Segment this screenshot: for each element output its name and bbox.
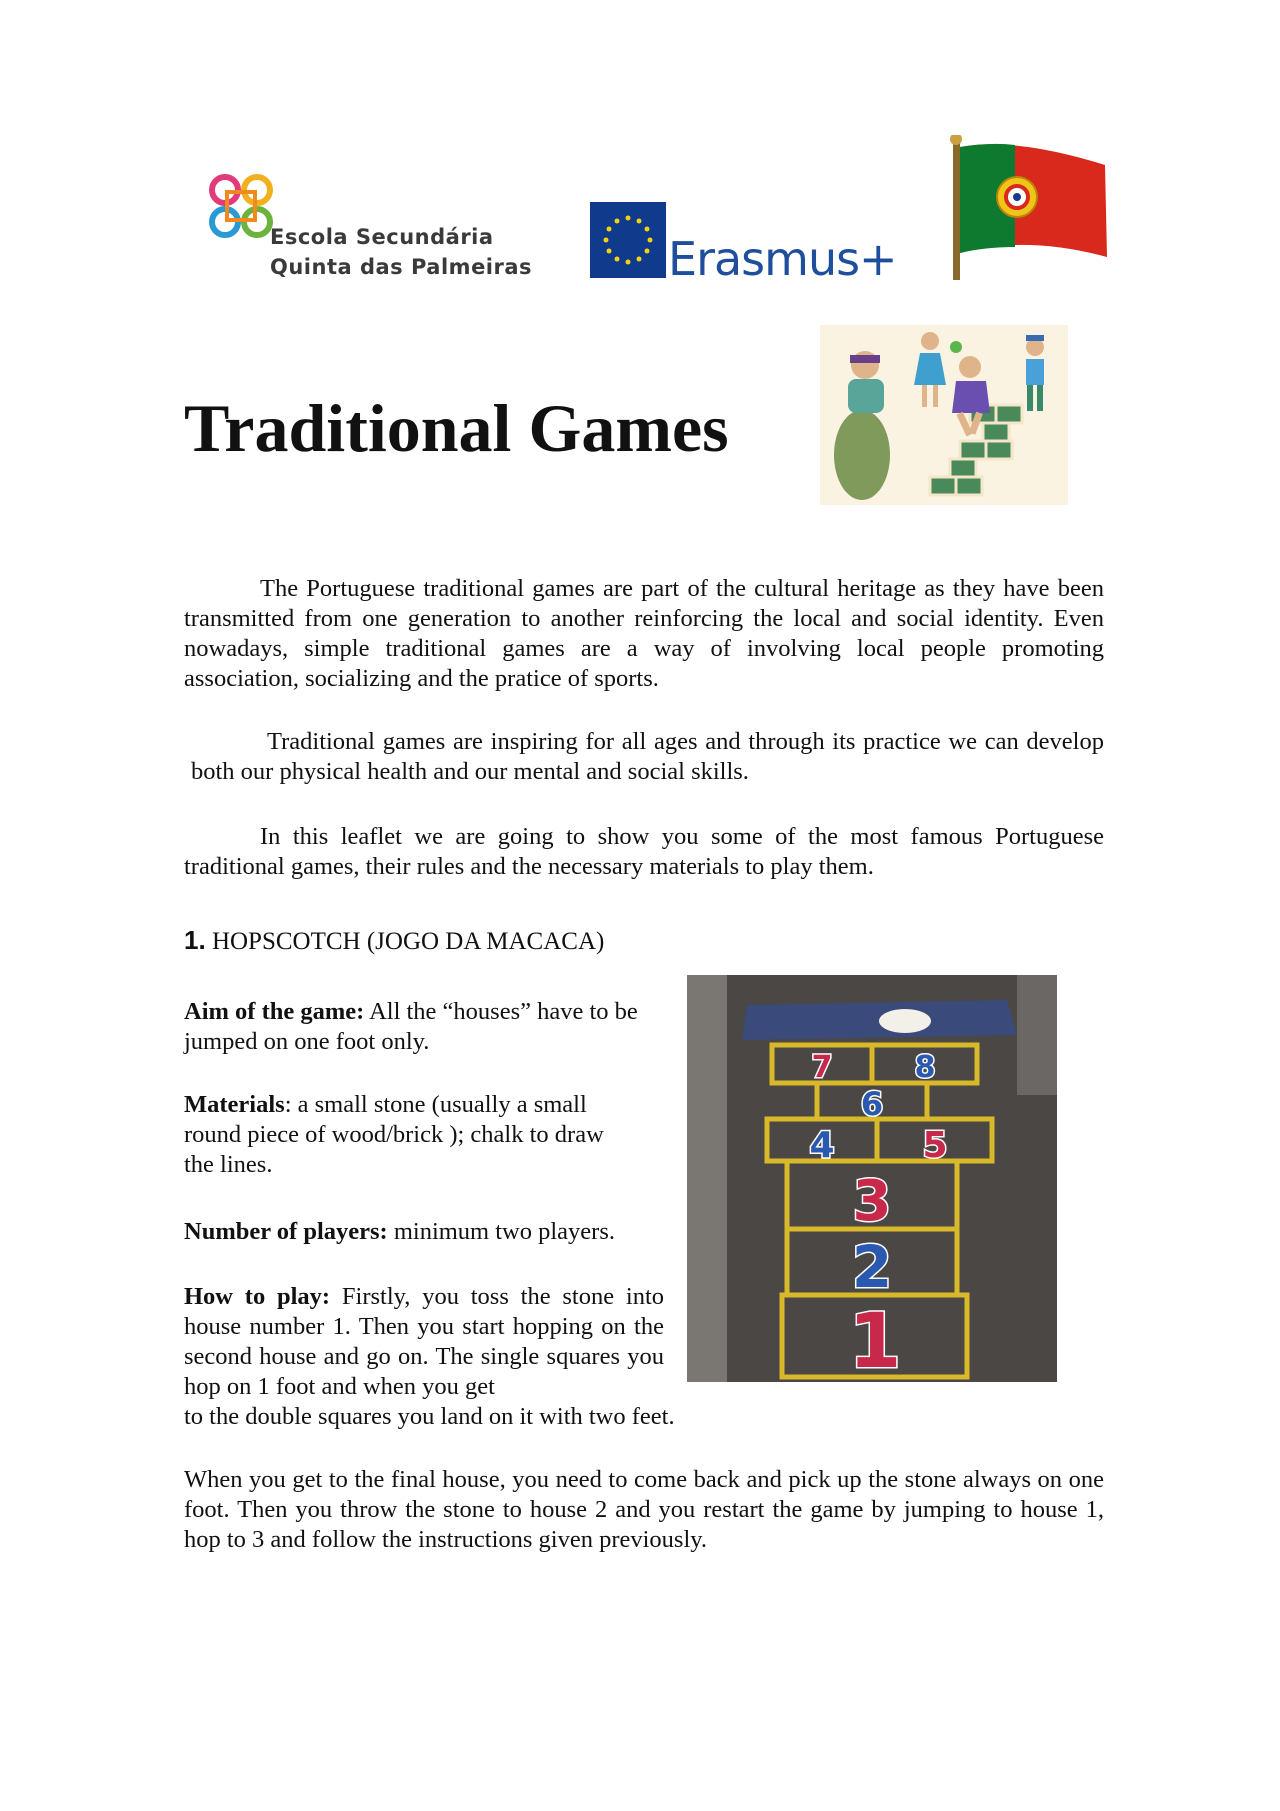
section-heading-hopscotch [184,925,604,956]
hop-number-8: 8 [914,1050,936,1085]
school-name-line2: Quinta das Palmeiras [270,255,533,279]
howto-label: How to play: [184,1283,331,1310]
hop-number-6: 6 [860,1085,884,1123]
players-label: Number of players: [184,1218,388,1245]
players-text: minimum two players. [387,1218,615,1245]
intro-paragraph-3: In this leaflet we are going to show you some of the most famous Portuguese traditional games, their rules and the necessary materials to play them. [184,823,1104,880]
materials-text: : a small stone (usually a small round piece of wood/brick ); chalk to draw the lines. [184,1091,604,1178]
closing-paragraph: When you get to the final house, you need to come back and pick up the stone always on one foot. Then you throw the stone to house 2 and you restart the game by jumping to house 1, hop to 3 and follow the instructions given previously. [184,1466,1104,1553]
hop-number-3: 3 [852,1169,892,1234]
materials-label: Materials [184,1091,285,1118]
erasmus-label: Erasmus+ [668,232,897,286]
aim-text: All the “houses” have to be jumped on one foot only. [184,998,638,1055]
number-of-players [184,1217,664,1247]
kids-playing-icon [820,325,1068,505]
hop-number-4: 4 [809,1125,835,1166]
hopscotch-photo [687,975,1057,1382]
intro-paragraph-2: Traditional games are inspiring for all ages and through its practice we can develop both our physical health and our mental and social skills. [191,728,1104,785]
how-to-play-continued: to the double squares you land on it with two feet. [184,1403,675,1430]
how-to-play [184,1282,664,1402]
portugal-flag-icon [945,135,1115,280]
hop-number-5: 5 [922,1125,948,1166]
howto-text: Firstly, you toss the stone into house number 1. Then you start hopping on the second house and go on. The single squares you hop on 1 foot and when you get [184,1283,664,1400]
intro-paragraph-1: The Portuguese traditional games are part of the cultural heritage as they have been transmitted from one generation to another reinforcing the local and social identity. Even nowadays, simple traditional games are a way of involving local people promoting association, socializing and the pratice of sports. [184,575,1104,692]
hop-number-7: 7 [811,1050,833,1085]
hop-number-1: 1 [848,1296,902,1382]
eu-flag-icon [590,202,666,278]
school-name [270,222,532,282]
hopscotch-court-icon [687,975,1057,1382]
materials [184,1090,624,1180]
hop-number-2: 2 [851,1233,893,1301]
section-title: HOPSCOTCH (JOGO DA MACACA) [205,928,605,955]
section-number: 1. [184,925,206,955]
school-name-line1: Escola Secundária [270,225,494,249]
children-playing-illustration [820,325,1068,505]
page-title: Traditional Games [184,390,729,466]
aim-of-game [184,997,654,1057]
aim-label: Aim of the game: [184,998,365,1025]
portugal-flag [945,135,1115,280]
